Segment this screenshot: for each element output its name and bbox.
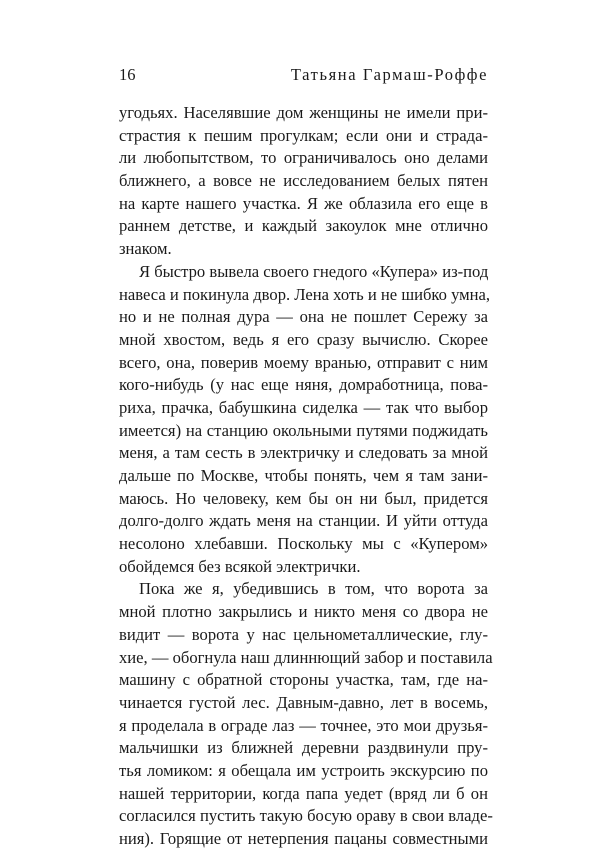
text-line: обойдемся без всякой электрички. (119, 556, 361, 576)
text-line: долго-долго ждать меня на станции. И уйти оттуда (119, 511, 488, 531)
text-line: всего, она, поверив моему вранью, отправит с ним (119, 352, 488, 372)
text-line: я проделала в ограде лаз — точнее, это мои друзья- (119, 715, 488, 735)
text-line: имеется) на станцию окольными путями поджидать (119, 420, 488, 440)
text-line: согласился пустить такую босую ораву в свои владе- (119, 806, 493, 826)
text-line: дальше по Москве, чтобы понять, чем я там зани- (119, 466, 488, 485)
text-line: знаком. (119, 239, 172, 259)
text-line: угодьях. Населявшие дом женщины не имели при- (119, 103, 488, 122)
text-line: маюсь. Но человеку, кем бы он ни был, придется (119, 488, 488, 508)
text-line: но и не полная дура — она не пошлет Сережу за (119, 307, 488, 327)
page-number: 16 (119, 65, 136, 84)
text-line: Пока же я, убедившись в том, что ворота за (139, 579, 488, 599)
text-line: навеса и покинула двор. Лена хоть и не шибко умна, (119, 284, 491, 304)
text-line: хие, — обогнула наш длиннющий забор и поставила (119, 647, 493, 667)
text-line: мальчишки из ближней деревни раздвинули пру- (119, 738, 488, 758)
body-text (119, 102, 493, 851)
text-line: несолоно хлебавши. Поскольку мы с «Купером» (119, 534, 488, 554)
text-line: ния). Горящие от нетерпения пацаны совместными (119, 829, 488, 848)
text-line: видит — ворота у нас цельнометаллические, глу- (119, 624, 488, 644)
text-line: нашей территории, когда папа уедет (вряд ли б он (119, 783, 488, 803)
text-line: меня, а там сесть в электричку и следовать за мной (119, 443, 488, 463)
text-line: машину с обратной стороны участка, там, где на- (119, 670, 488, 690)
text-line: Я быстро вывела своего гнедого «Купера» из-под (139, 261, 489, 281)
page-header (119, 64, 488, 86)
running-head: Татьяна Гармаш-Роффе (290, 65, 488, 84)
text-line: ли любопытством, то ограничивалось оно делами (119, 148, 488, 168)
text-line: тья ломиком: я обещала им устроить экскурсию по (119, 760, 488, 780)
text-line: ближнего, а вовсе не исследованием белых пятен (119, 171, 488, 191)
text-line: чинается густой лес. Давным-давно, лет в восемь, (119, 692, 488, 712)
text-line: риха, прачка, бабушкина сиделка — так что выбор (119, 397, 488, 417)
text-line: раннем детстве, и каждый закоулок мне отлично (119, 216, 488, 236)
text-line: на карте нашего участка. Я же облазила его еще в (119, 193, 488, 213)
text-line: мной хвостом, ведь я его сразу вычислю. Скорее (119, 329, 488, 349)
text-line: кого-нибудь (у нас еще няня, домработница, пова- (119, 375, 488, 395)
text-line: мной плотно закрылись и никто меня со двора не (119, 602, 488, 622)
text-line: страстия к пешим прогулкам; если они и страда- (119, 125, 488, 145)
